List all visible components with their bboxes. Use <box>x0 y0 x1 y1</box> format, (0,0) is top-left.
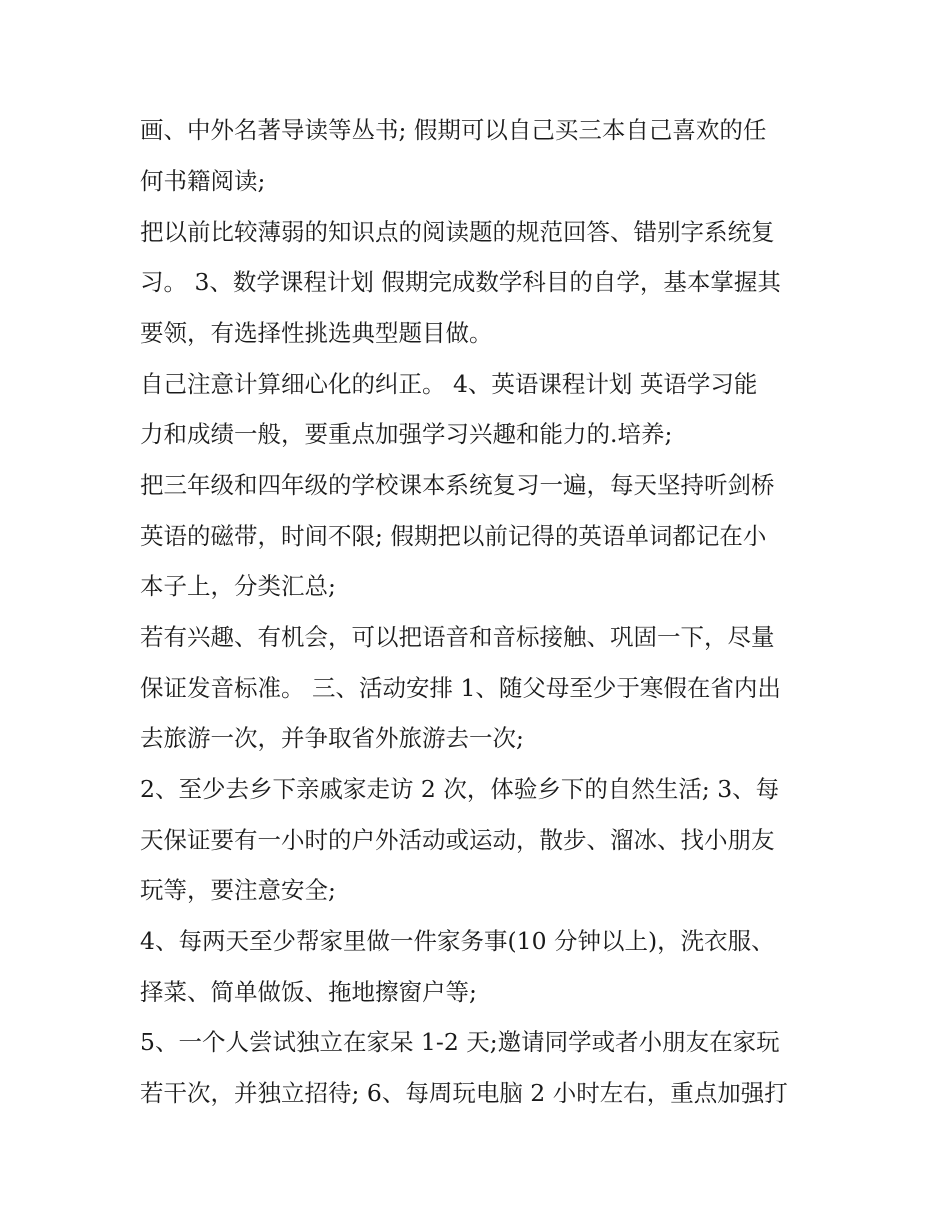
text-line: 把以前比较薄弱的知识点的阅读题的规范回答、错别字系统复 <box>140 218 775 246</box>
text-line: 保证发音标准。 三、活动安排 1、随父母至少于寒假在省内出 <box>140 674 781 702</box>
text-line: 2、至少去乡下亲戚家走访 2 次，体验乡下的自然生活; 3、每 <box>140 775 780 803</box>
text-line: 自己注意计算细心化的纠正。 4、英语课程计划 英语学习能 <box>140 370 758 398</box>
text-line: 4、每两天至少帮家里做一件家务事(10 分钟以上)，洗衣服、 <box>140 927 775 955</box>
text-line: 若有兴趣、有机会，可以把语音和音标接触、巩固一下，尽量 <box>140 623 775 651</box>
text-line: 力和成绩一般，要重点加强学习兴趣和能力的.培养; <box>140 420 673 448</box>
text-line: 本子上，分类汇总; <box>140 572 336 600</box>
text-line: 玩等，要注意安全; <box>140 876 336 904</box>
text-line: 若干次，并独立招待; 6、每周玩电脑 2 小时左右，重点加强打 <box>140 1079 788 1107</box>
text-line: 天保证要有一小时的户外活动或运动，散步、溜冰、找小朋友 <box>140 826 775 854</box>
text-line: 5、一个人尝试独立在家呆 1-2 天;邀请同学或者小朋友在家玩 <box>140 1028 780 1056</box>
text-line: 要领，有选择性挑选典型题目做。 <box>140 319 493 347</box>
text-line: 何书籍阅读; <box>140 167 266 195</box>
text-line: 择菜、简单做饭、拖地擦窗户等; <box>140 978 477 1006</box>
text-line: 画、中外名著导读等丛书; 假期可以自己买三本自己喜欢的任 <box>140 116 767 144</box>
text-line: 习。 3、数学课程计划 假期完成数学科目的自学，基本掌握其 <box>140 268 781 296</box>
text-line: 把三年级和四年级的学校课本系统复习一遍，每天坚持听剑桥 <box>140 471 775 499</box>
text-line: 去旅游一次，并争取省外旅游去一次; <box>140 724 524 752</box>
text-line: 英语的磁带，时间不限; 假期把以前记得的英语单词都记在小 <box>140 522 767 550</box>
